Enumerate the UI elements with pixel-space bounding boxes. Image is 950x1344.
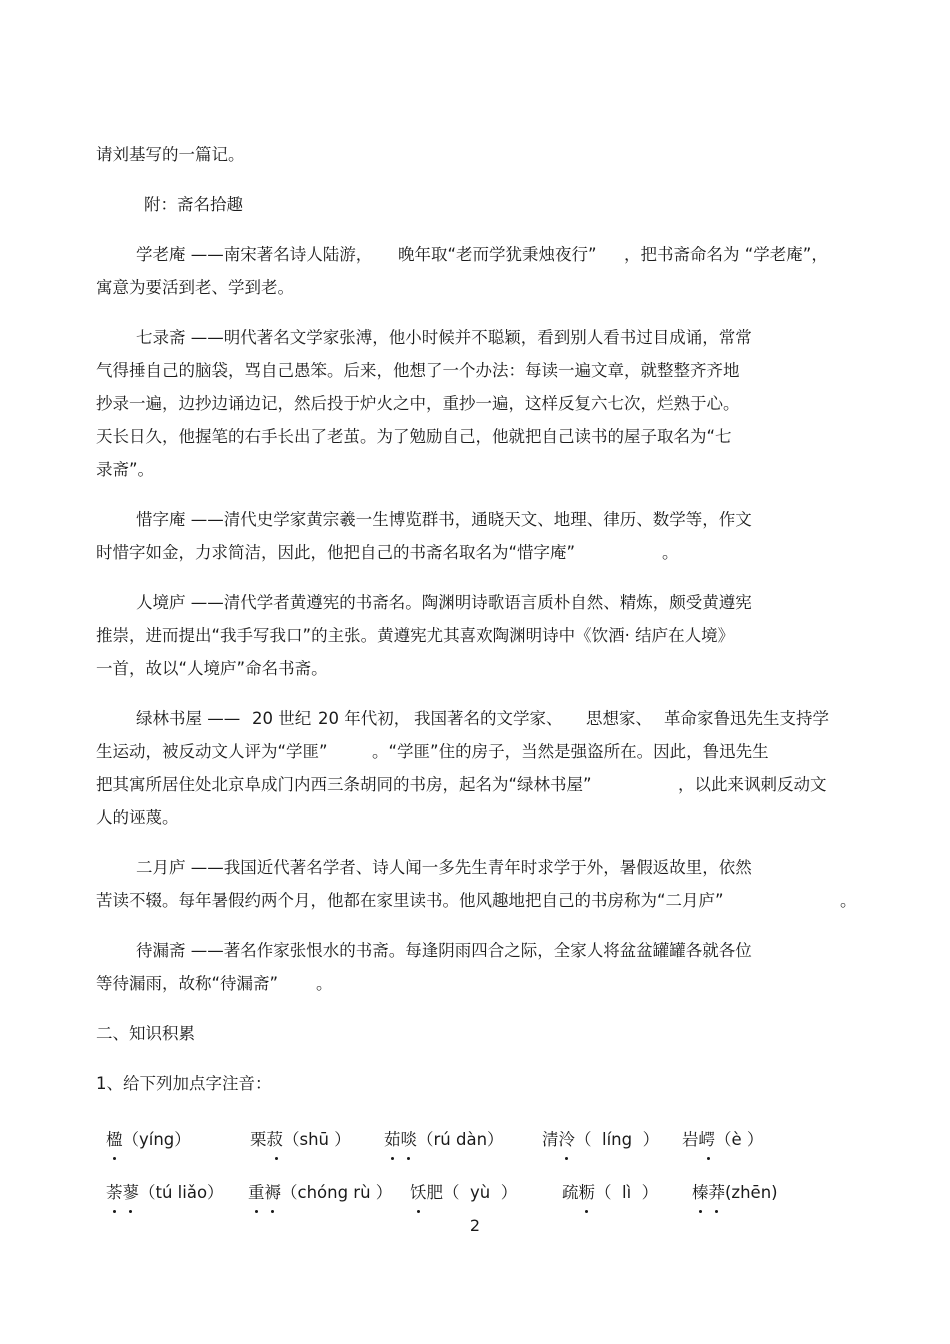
pinyin-item: 疏粝（ lì ） [562, 1183, 659, 1202]
text-line: 推崇，进而提出“我手写我口”的主张。黄遵宪尤其喜欢陶渊明诗中《饮酒· 结庐在人境》 [96, 626, 735, 645]
pinyin-item: 清泠（ líng ） [542, 1130, 660, 1149]
emphasis-dot [113, 1157, 116, 1160]
text-line: 苦读不辍。每年暑假约两个月，他都在家里读书。他风趣地把自己的书房称为“二月庐” [96, 891, 724, 910]
pinyin-item: 荼蓼（tú liǎo） [106, 1183, 224, 1202]
emphasis-dot [699, 1210, 702, 1213]
text-line: ，以此来讽刺反动文 [678, 775, 827, 794]
page-number: 2 [469, 1216, 481, 1235]
emphasis-dot [275, 1157, 278, 1160]
text-line: 。 [662, 543, 679, 562]
text-line: 等待漏雨，故称“待漏斋” [96, 974, 279, 993]
text-line: 请刘基写的一篇记。 [96, 145, 245, 164]
text-line: 录斋”。 [96, 460, 155, 479]
text-line: 人的诬蔑。 [96, 808, 179, 827]
text-line: 晚年取“老而学犹秉烛夜行” [398, 245, 597, 264]
emphasis-dot [585, 1210, 588, 1213]
emphasis-dot [113, 1210, 116, 1213]
text-line: 20 世纪 [252, 709, 312, 728]
text-line: 气得捶自己的脑袋，骂自己愚笨。后来，他想了一个办法：每读一遍文章，就整整齐齐地 [96, 361, 740, 380]
text-line: 一首，故以“人境庐”命名书斋。 [96, 659, 328, 678]
emphasis-dot [271, 1210, 274, 1213]
text-line: 思想家、 [586, 709, 652, 728]
pinyin-item: 重褥（chóng rù ） [248, 1183, 393, 1202]
pinyin-item: 栗菽（shū ） [250, 1130, 351, 1149]
pinyin-item: 榛莽(zhēn) [692, 1183, 778, 1202]
emphasis-dot [715, 1210, 718, 1213]
emphasis-dot [391, 1157, 394, 1160]
question-heading: 1、给下列加点字注音： [96, 1074, 272, 1093]
text-line: 待漏斋 ——著名作家张恨水的书斋。每逢阴雨四合之际，全家人将盆盆罐罐各就各位 [136, 941, 752, 960]
pinyin-item: 饫肥（ yù ） [410, 1183, 518, 1202]
text-line: 革命家鲁迅先生支持学 [664, 709, 829, 728]
text-line: 20 年代初， [318, 709, 411, 728]
text-line: 学老庵 ——南宋著名诗人陆游， [136, 245, 373, 264]
text-line: 把其寓所居住处北京阜成门内西三条胡同的书房，起名为“绿林书屋” [96, 775, 592, 794]
text-line: 人境庐 ——清代学者黄遵宪的书斋名。陶渊明诗歌语言质朴自然、精炼，颇受黄遵宪 [136, 593, 752, 612]
emphasis-dot [407, 1157, 410, 1160]
emphasis-dot [255, 1210, 258, 1213]
pinyin-item: 茹啖（rú dàn） [384, 1130, 504, 1149]
text-line: 。“学匪”住的房子，当然是强盗所在。因此，鲁迅先生 [372, 742, 769, 761]
text-line: 。 [840, 891, 857, 910]
text-line: 时惜字如金，力求简洁，因此，他把自己的书斋名取名为“惜字庵” [96, 543, 576, 562]
pinyin-item: 岩崿（è ） [682, 1130, 764, 1149]
text-line: 天长日久，他握笔的右手长出了老茧。为了勉励自己，他就把自己读书的屋子取名为“七 [96, 427, 732, 446]
text-line: 惜字庵 ——清代史学家黄宗羲一生博览群书，通晓天文、地理、律历、数学等，作文 [136, 510, 752, 529]
emphasis-dot [417, 1210, 420, 1213]
text-line: 寓意为要活到老、学到老。 [96, 278, 294, 297]
text-line: 我国著名的文学家、 [414, 709, 563, 728]
text-line: 。 [316, 974, 333, 993]
text-line: 抄录一遍，边抄边诵边记，然后投于炉火之中，重抄一遍，这样反复六七次，烂熟于心。 [96, 394, 740, 413]
text-line: 七录斋 ——明代著名文学家张溥，他小时候并不聪颖，看到别人看书过目成诵，常常 [136, 328, 752, 347]
emphasis-dot [707, 1157, 710, 1160]
text-line: 二月庐 ——我国近代著名学者、诗人闻一多先生青年时求学于外，暑假返故里，依然 [136, 858, 752, 877]
emphasis-dot [129, 1210, 132, 1213]
text-line: 生运动，被反动文人评为“学匪” [96, 742, 328, 761]
text-line: ，把书斋命名为 “学老庵”， [624, 245, 828, 264]
appendix-heading: 附：斋名拾趣 [144, 195, 243, 214]
pinyin-item: 楹（yíng） [106, 1130, 191, 1149]
emphasis-dot [565, 1157, 568, 1160]
section-heading: 二、知识积累 [96, 1024, 195, 1043]
text-line: 绿林书屋 —— [136, 709, 241, 728]
